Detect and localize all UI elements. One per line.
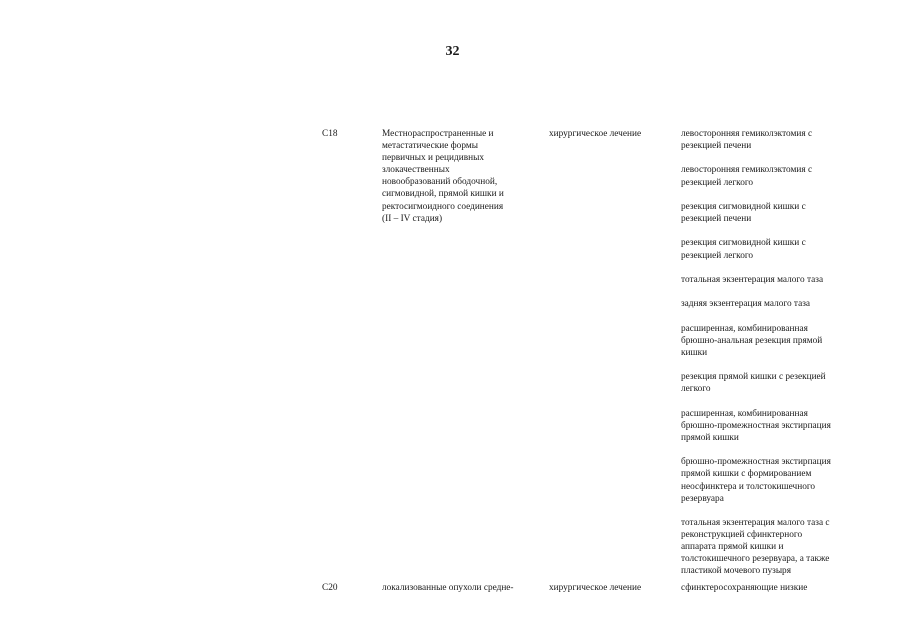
method-item xyxy=(681,408,861,444)
method-line: прямой кишки xyxy=(681,432,739,443)
method-item xyxy=(681,323,861,359)
method-line: легкого xyxy=(681,384,711,395)
treatment-type: хирургическое лечение xyxy=(549,583,642,593)
method-line: расширенная, комбинированная xyxy=(681,323,808,334)
method-line: резекция прямой кишки с резекцией xyxy=(681,372,826,383)
method-line: брюшно-промежностная экстирпация xyxy=(681,457,831,468)
diagnosis-text xyxy=(382,128,532,225)
method-line: резекцией печени xyxy=(681,214,752,225)
method-line: резервуара xyxy=(681,493,724,504)
method-line: тотальная экзентерация малого таза xyxy=(681,274,824,285)
method-item xyxy=(681,298,861,310)
method-line: резекцией легкого xyxy=(681,177,754,188)
method-item xyxy=(681,274,861,286)
method-line: расширенная, комбинированная xyxy=(681,408,808,419)
method-line: толстокишечного резервуара, а также xyxy=(681,554,830,565)
method-line: аппарата прямой кишки и xyxy=(681,542,784,553)
text-line: (II – IV стадия) xyxy=(382,213,443,224)
method-line: сфинктеросохраняющие низкие xyxy=(681,583,808,593)
method-line: резекция сигмовидной кишки с xyxy=(681,238,806,249)
page-number: 32 xyxy=(445,44,460,59)
method-item xyxy=(681,582,861,594)
method-line: брюшно-промежностная экстирпация xyxy=(681,420,831,431)
text-line: новообразований ободочной, xyxy=(382,177,498,188)
method-line: левосторонняя гемиколэктомия с xyxy=(681,165,813,176)
method-item xyxy=(681,164,861,188)
method-line: неосфинктера и толстокишечного xyxy=(681,481,816,492)
method-line: брюшно-анальная резекция прямой xyxy=(681,335,823,346)
method-line: резекция сигмовидной кишки с xyxy=(681,201,806,212)
method-line: тотальная экзентерация малого таза с xyxy=(681,518,830,529)
method-item xyxy=(681,456,861,504)
text-line: сигмовидной, прямой кишки и xyxy=(382,189,504,200)
text-line: ректосигмоидного соединения xyxy=(382,201,504,212)
text-line: первичных и рецидивных xyxy=(382,153,484,164)
method-line: резекцией легкого xyxy=(681,250,754,261)
method-item xyxy=(681,128,861,152)
icd-code: C18 xyxy=(322,129,338,139)
method-line: реконструкцией сфинктерного xyxy=(681,530,803,541)
method-list xyxy=(681,128,861,578)
diagnosis-text xyxy=(382,582,532,594)
method-line: кишки xyxy=(681,347,708,358)
method-line: пластикой мочевого пузыря xyxy=(681,566,791,577)
text-line: локализованные опухоли средне- xyxy=(382,583,514,593)
treatment-type: хирургическое лечение xyxy=(549,129,642,139)
method-line: задняя экзентерация малого таза xyxy=(681,299,811,310)
method-item xyxy=(681,237,861,261)
method-line: резекцией печени xyxy=(681,141,752,152)
method-line: левосторонняя гемиколэктомия с xyxy=(681,129,813,139)
icd-code: C20 xyxy=(322,583,338,593)
method-item xyxy=(681,371,861,395)
method-line: прямой кишки с формированием xyxy=(681,469,812,480)
text-line: метастатические формы xyxy=(382,141,478,152)
method-item xyxy=(681,201,861,225)
text-line: злокачественных xyxy=(382,165,450,176)
text-line: Местнораспространенные и xyxy=(382,129,494,139)
method-list xyxy=(681,582,861,594)
method-item xyxy=(681,517,861,577)
